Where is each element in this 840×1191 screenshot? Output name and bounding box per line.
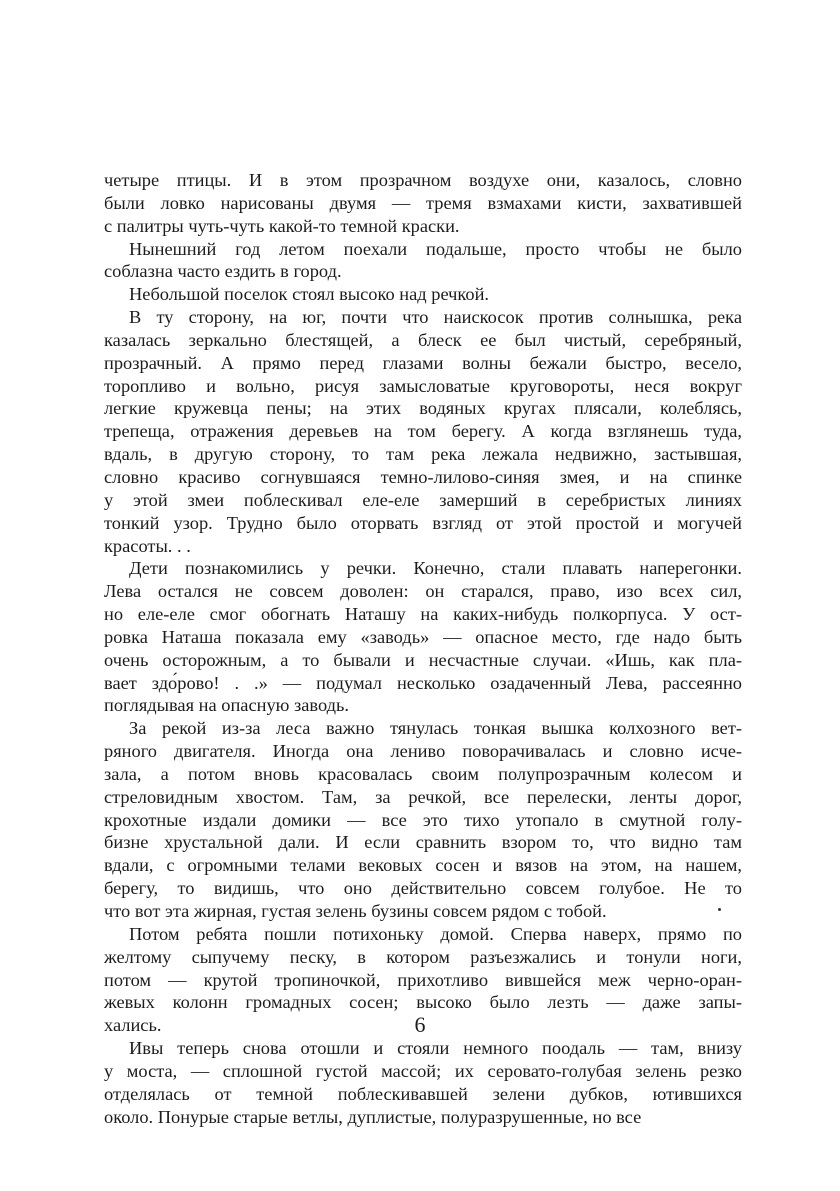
text-line: с палитры чуть-чуть какой-то темной краски. bbox=[104, 215, 460, 236]
body-text bbox=[104, 169, 742, 1128]
text-line: четыре птицы. И в этом прозрачном воздухе они, казалось, словно bbox=[104, 170, 742, 190]
paragraph bbox=[104, 557, 742, 717]
text-line: вдаль, в другую сторону, то там река лежала недвижно, застывшая, bbox=[104, 444, 742, 465]
text-line: жевых колонн громадных сосен; высоко было лезть — даже запы- bbox=[104, 992, 742, 1013]
text-line: торопливо и вольно, рисуя замысловатые круговороты, неся вокруг bbox=[104, 375, 742, 396]
text-line: красоты. . . bbox=[104, 535, 191, 556]
paragraph bbox=[104, 238, 742, 284]
text-line: потом — крутой тропиночкой, прихотливо вившейся меж черно-оран- bbox=[104, 969, 742, 990]
text-line: стреловидным хвостом. Там, за речкой, все перелески, ленты дорог, bbox=[104, 786, 742, 807]
text-line: зала, а потом вновь красовалась своим полупрозрачным колесом и bbox=[104, 763, 742, 784]
text-line: но еле-еле смог обогнать Наташу на каких-нибудь полкорпуса. У ост- bbox=[104, 604, 742, 625]
text-line: тонкий узор. Трудно было оторвать взгляд от этой простой и могучей bbox=[104, 512, 742, 533]
text-line: прозрачный. А прямо перед глазами волны бежали быстро, весело, bbox=[104, 352, 742, 373]
text-line: Дети познакомились у речки. Конечно, стали плавать наперегонки. bbox=[129, 558, 742, 579]
text-line: Ивы теперь снова отошли и стояли немного поодаль — там, внизу bbox=[129, 1038, 742, 1059]
text-line: Потом ребята пошли потихоньку домой. Сперва наверх, прямо по bbox=[129, 923, 742, 944]
paragraph bbox=[104, 283, 742, 306]
text-line: вдали, с огромными телами вековых сосен и вязов на этом, на нашем, bbox=[104, 855, 742, 876]
page-number: 6 bbox=[414, 1012, 426, 1037]
text-line: крохотные издали домики — все это тихо утопало в смутной голу- bbox=[104, 809, 742, 830]
text-line: очень осторожным, а то бывали и несчастные случаи. «Ишь, как пла- bbox=[104, 649, 742, 670]
text-line: берегу, то видишь, что оно действительно совсем голубое. Не то bbox=[104, 878, 742, 899]
text-line: поглядывая на опасную заводь. bbox=[104, 695, 349, 716]
paragraph bbox=[104, 169, 742, 238]
text-line: В ту сторону, на юг, почти что наискосок против солнышка, река bbox=[129, 307, 742, 328]
text-line: вает здо́рово! . .» — подумал несколько озадаченный Лева, рассеянно bbox=[104, 672, 742, 693]
paragraph bbox=[104, 717, 742, 923]
text-line: Небольшой поселок стоял высоко над речкой. bbox=[129, 284, 490, 305]
text-line: желтому сыпучему песку, в котором разъезжались и тонули ноги, bbox=[104, 946, 742, 967]
text-line: отделялась от темной поблескивавшей зелени дубков, ютившихся bbox=[104, 1083, 742, 1104]
text-line: хались. bbox=[104, 1015, 162, 1036]
text-line: За рекой из-за леса важно тянулась тонкая вышка колхозного вет- bbox=[129, 718, 742, 739]
text-line: легкие кружевца пены; на этих водяных кругах плясали, колеблясь, bbox=[104, 398, 742, 419]
text-line: бизне хрустальной дали. И если сравнить взором то, что видно там bbox=[104, 832, 742, 853]
text-line: у моста, — сплошной густой массой; их серовато-голубая зелень резко bbox=[104, 1060, 742, 1081]
text-line: ровка Наташа показала ему «заводь» — опасное место, где надо быть bbox=[104, 626, 742, 647]
text-line: у этой змеи поблескивал еле-еле замерший в серебристых линиях bbox=[104, 489, 742, 510]
paragraph bbox=[104, 306, 742, 557]
print-speck bbox=[718, 908, 721, 911]
text-line: трепеща, отражения деревьев на том берегу. А когда взглянешь туда, bbox=[104, 421, 742, 442]
text-line: соблазна часто ездить в город. bbox=[104, 261, 342, 282]
text-line: около. Понурые старые ветлы, дуплистые, полуразрушенные, но все bbox=[104, 1106, 642, 1127]
text-line: были ловко нарисованы двумя — тремя взмахами кисти, захватившей bbox=[104, 192, 742, 213]
text-line: словно красиво согнувшаяся темно-лилово-синяя змея, и на спинке bbox=[104, 466, 742, 487]
text-line: что вот эта жирная, густая зелень бузины совсем рядом с тобой. bbox=[104, 901, 607, 921]
text-line: казалась зеркально блестящей, а блеск ее был чистый, серебряный, bbox=[104, 329, 742, 350]
text-line: ряного двигателя. Иногда она лениво поворачивалась и словно исче- bbox=[104, 741, 742, 762]
text-line: Нынешний год летом поехали подальше, просто чтобы не было bbox=[129, 238, 742, 259]
text-line: Лева остался не совсем доволен: он старался, право, изо всех сил, bbox=[104, 581, 742, 602]
paragraph bbox=[104, 1037, 742, 1128]
